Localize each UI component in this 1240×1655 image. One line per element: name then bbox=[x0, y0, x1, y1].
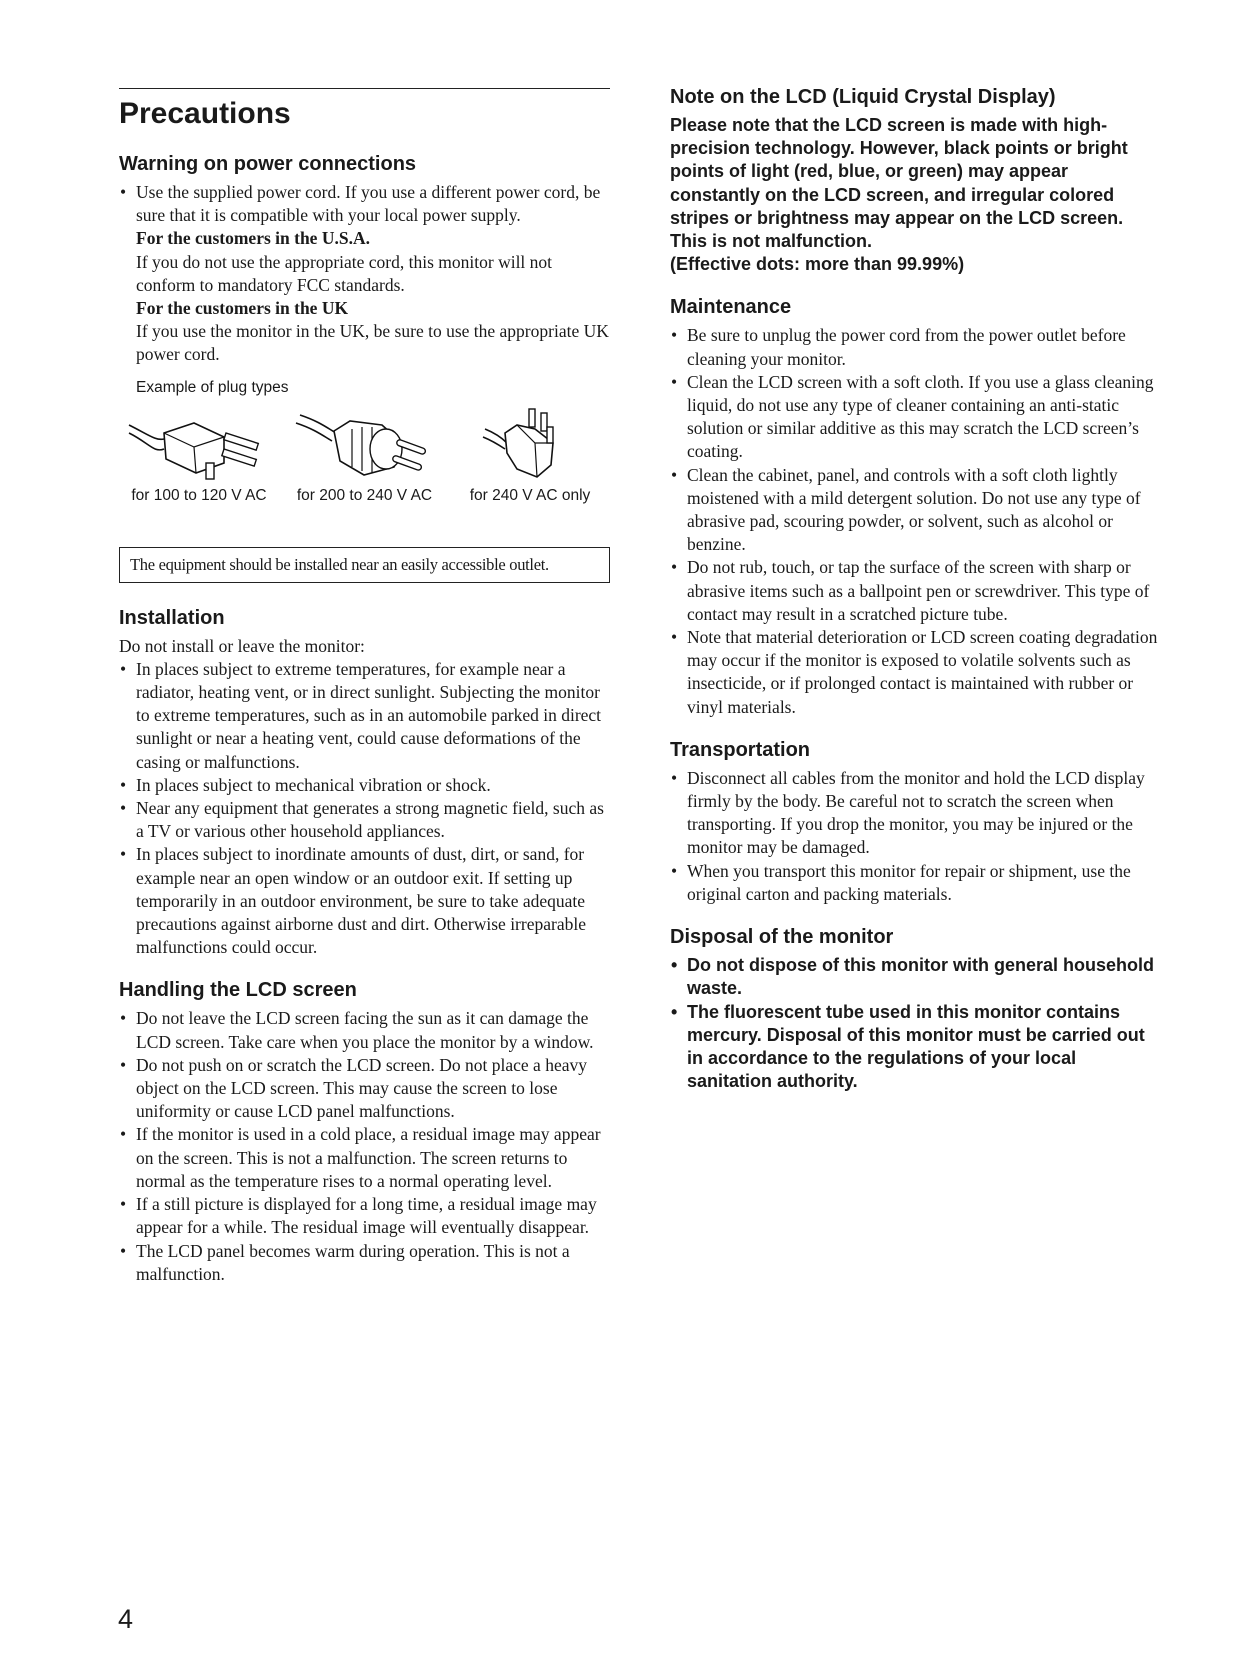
usa-text: If you do not use the appropriate cord, this monitor will not conform to mandatory FCC standards. bbox=[136, 251, 553, 295]
us-plug-icon bbox=[124, 403, 274, 483]
list-item: • In places subject to extreme temperatures, for example near a radiator, heating vent, or in direct sunlight. Subjecting the monitor to extreme temperatures, such as in an automobile parked in direct sunlight or near a heating vent, could cause deformations of the casing or malfunctions. bbox=[119, 658, 610, 774]
lcd-note-text: Please note that the LCD screen is made with high-precision technology. However, black points or bright points of light (red, blue, or green) may appear constantly on the LCD screen, and irregular colored stripes or brightness may appear on the LCD screen. This is not malfunction. bbox=[670, 115, 1128, 252]
list-item: • In places subject to inordinate amounts of dust, dirt, or sand, for example near an open window or an outdoor exit. If setting up temporarily in an outdoor environment, be sure to take adequate precautions against airborne dust and dirt. Otherwise irreparable malfunctions could occur. bbox=[119, 843, 610, 959]
list-item: • Be sure to unplug the power cord from the power outlet before cleaning your monitor. bbox=[670, 324, 1162, 370]
list-item: • The fluorescent tube used in this monitor contains mercury. Disposal of this monitor must be carried out in accordance to the regulations of your local sanitation authority. bbox=[670, 1001, 1162, 1094]
disposal-heading: Disposal of the monitor bbox=[670, 926, 894, 949]
power-heading: Warning on power connections bbox=[119, 153, 417, 175]
list-item: • Do not dispose of this monitor with general household waste. bbox=[670, 954, 1162, 1000]
installation-intro: Do not install or leave the monitor: bbox=[119, 635, 365, 656]
usa-heading: For the customers in the U.S.A. bbox=[136, 228, 370, 249]
right-column bbox=[670, 84, 1162, 1093]
uk-plug-icon bbox=[455, 403, 605, 483]
lcd-note-effective: (Effective dots: more than 99.99%) bbox=[670, 254, 965, 275]
page-title: Precautions bbox=[119, 97, 291, 130]
list-item: • Do not leave the LCD screen facing the sun as it can damage the LCD screen. Take care when you place the monitor by a window. bbox=[119, 1007, 610, 1053]
uk-heading: For the customers in the UK bbox=[136, 298, 349, 319]
list-item: • Near any equipment that generates a strong magnetic field, such as a TV or various other household appliances. bbox=[119, 797, 610, 843]
page-number: 4 bbox=[118, 1604, 134, 1634]
disposal-section bbox=[670, 954, 1162, 1093]
maintenance-heading: Maintenance bbox=[670, 296, 792, 319]
power-section bbox=[119, 181, 610, 367]
list-item: • Do not rub, touch, or tap the surface of the screen with sharp or abrasive items such as a ballpoint pen or screwdriver. This type of contact may result in a scratched picture tube. bbox=[670, 556, 1162, 626]
installation-heading: Installation bbox=[119, 606, 225, 629]
lcd-note-heading: Note on the LCD (Liquid Crystal Display) bbox=[670, 86, 1056, 108]
list-item: • If a still picture is displayed for a long time, a residual image may appear for a while. The residual image will eventually disappear. bbox=[119, 1193, 610, 1239]
outlet-note: The equipment should be installed near an easily accessible outlet. bbox=[119, 547, 610, 583]
plug-uk bbox=[450, 403, 610, 505]
plug-uk-label: for 240 V AC only bbox=[469, 486, 591, 504]
list-item: • Use the supplied power cord. If you use a different power cord, be sure that it is compatible with your local power supply. bbox=[119, 181, 610, 227]
list-item: • When you transport this monitor for repair or shipment, use the original carton and packing materials. bbox=[670, 860, 1162, 906]
left-column bbox=[119, 88, 610, 1286]
plug-us bbox=[119, 403, 279, 505]
handling-section bbox=[119, 1007, 610, 1285]
handling-heading: Handling the LCD screen bbox=[119, 979, 357, 1002]
list-item: • Do not push on or scratch the LCD screen. Do not place a heavy object on the LCD screen. This may cause the screen to lose uniformity or cause LCD panel malfunctions. bbox=[119, 1054, 610, 1124]
list-item: • Disconnect all cables from the monitor and hold the LCD display firmly by the body. Be careful not to scratch the screen when transporting. If you drop the monitor, you may be injured or the monitor may be damaged. bbox=[670, 767, 1162, 860]
plug-us-label: for 100 to 120 V AC bbox=[131, 486, 267, 504]
title-rule bbox=[119, 88, 610, 89]
plug-eu-label: for 200 to 240 V AC bbox=[296, 486, 433, 504]
maintenance-section bbox=[670, 324, 1162, 718]
transportation-heading: Transportation bbox=[670, 738, 811, 761]
list-item: • Clean the LCD screen with a soft cloth. If you use a glass cleaning liquid, do not use any type of cleaner containing an anti-static solution or similar additive as this may scratch the LCD screen’s coating. bbox=[670, 371, 1162, 464]
plug-caption: Example of plug types bbox=[136, 378, 289, 396]
plug-eu bbox=[285, 403, 445, 505]
installation-section bbox=[119, 635, 610, 960]
transportation-section bbox=[670, 767, 1162, 906]
plug-examples bbox=[119, 403, 610, 505]
list-item: • In places subject to mechanical vibration or shock. bbox=[119, 774, 610, 797]
list-item: • The LCD panel becomes warm during operation. This is not a malfunction. bbox=[119, 1240, 610, 1286]
list-item: • If the monitor is used in a cold place, a residual image may appear on the screen. This is not a malfunction. The screen returns to normal as the temperature rises to a normal operating level. bbox=[119, 1123, 610, 1193]
list-item: • Clean the cabinet, panel, and controls with a soft cloth lightly moistened with a mild detergent solution. Do not use any type of abrasive pad, scouring powder, or solvent, such as alcohol or benzine. bbox=[670, 464, 1162, 557]
list-item: • Note that material deterioration or LCD screen coating degradation may occur if the monitor is exposed to volatile solvents such as insecticide, or if prolonged contact is maintained with rubber or vinyl materials. bbox=[670, 626, 1162, 719]
uk-text: If you use the monitor in the UK, be sure to use the appropriate UK power cord. bbox=[136, 321, 609, 365]
eu-plug-icon bbox=[290, 403, 440, 483]
